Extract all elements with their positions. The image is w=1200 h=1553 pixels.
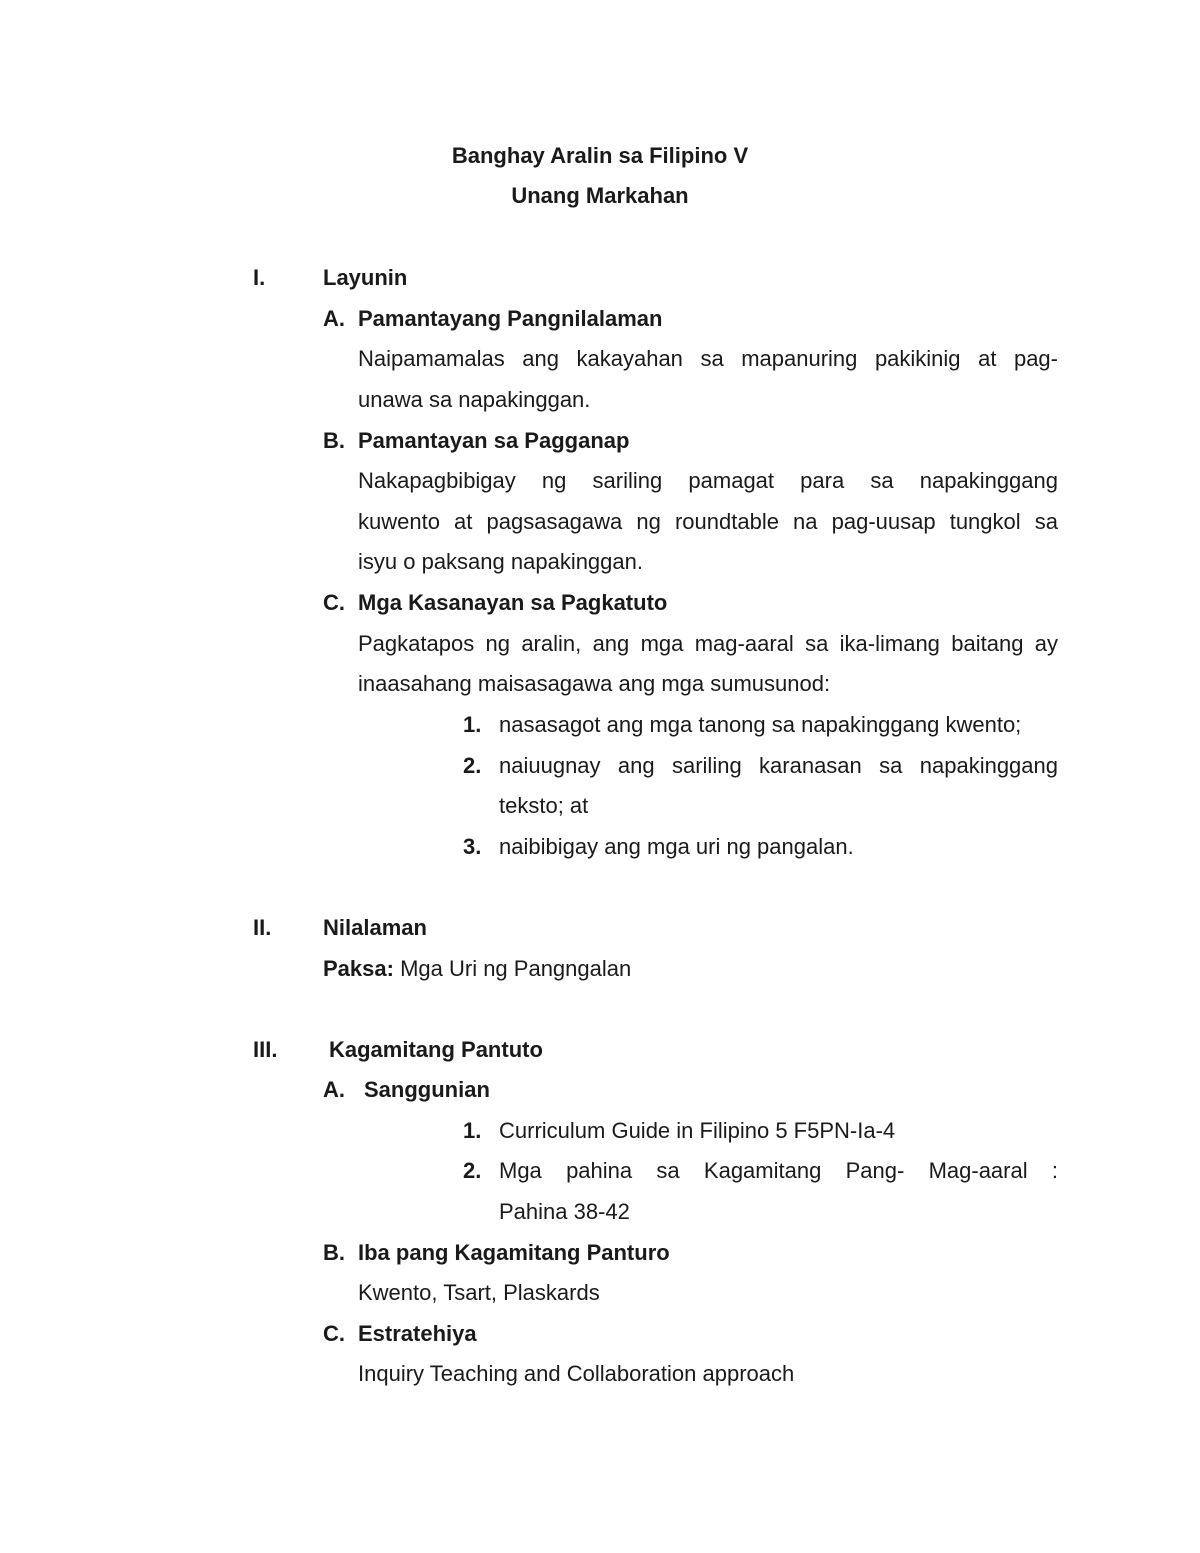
list-item-number: 2.: [463, 1158, 482, 1183]
list-item-text: naibibigay ang mga uri ng pangalan.: [499, 834, 854, 859]
list-item-text: Curriculum Guide in Filipino 5 F5PN-Ia-4: [499, 1118, 896, 1143]
section-1b-text-line-2: kuwento at pagsasagawa ng roundtable na pag-uusap tungkol sa: [358, 511, 1058, 534]
section-1a-title: Pamantayang Pangnilalaman: [358, 306, 663, 331]
section-1c-text-line-2: inaasahang maisasagawa ang mga sumusunod:: [358, 671, 831, 696]
section-3b-title: Iba pang Kagamitang Panturo: [358, 1240, 670, 1265]
section-2-title: Nilalaman: [323, 915, 427, 940]
list-item-text: naiuugnay ang sariling karanasan sa napakinggang: [499, 755, 1058, 778]
list-item-number: 1.: [463, 1118, 482, 1143]
section-3a-title: Sanggunian: [364, 1077, 490, 1102]
paksa-line: [323, 958, 631, 980]
section-1a-text-line-2: unawa sa napakinggan.: [358, 387, 591, 412]
paksa-value: Mga Uri ng Pangngalan: [400, 956, 632, 981]
section-3-number: III.: [253, 1037, 278, 1062]
section-1a-letter: A.: [323, 306, 345, 331]
section-3c-text: Inquiry Teaching and Collaboration approach: [358, 1361, 795, 1386]
list-item-number: 1.: [463, 712, 482, 737]
section-1b-title: Pamantayan sa Pagganap: [358, 428, 630, 453]
section-1b-text-line-3: isyu o paksang napakinggan.: [358, 549, 643, 574]
list-item-number: 3.: [463, 834, 482, 859]
section-3a-letter: A.: [323, 1077, 345, 1102]
section-3b-text: Kwento, Tsart, Plaskards: [358, 1280, 600, 1305]
section-2-number: II.: [253, 915, 272, 940]
paksa-label: Paksa:: [323, 956, 394, 981]
list-item-text-continued: teksto; at: [499, 793, 589, 818]
section-3c-letter: C.: [323, 1321, 345, 1346]
list-item-text: Mga pahina sa Kagamitang Pang- Mag-aaral :: [499, 1160, 1058, 1183]
list-item-text-continued: Pahina 38-42: [499, 1199, 630, 1224]
section-1a-text-line-1: Naipamamalas ang kakayahan sa mapanuring pakikinig at pag-: [358, 348, 1058, 371]
section-1b-letter: B.: [323, 428, 345, 453]
document-title: Banghay Aralin sa Filipino V: [451, 143, 749, 168]
section-1-title: Layunin: [323, 265, 408, 290]
section-1-number: I.: [253, 265, 266, 290]
section-3-title: Kagamitang Pantuto: [329, 1037, 543, 1062]
section-3b-letter: B.: [323, 1240, 345, 1265]
section-1b-text-line-1: Nakapagbibigay ng sariling pamagat para sa napakinggang: [358, 470, 1058, 493]
list-item-number: 2.: [463, 753, 482, 778]
document-subtitle: Unang Markahan: [511, 183, 689, 208]
section-3c-title: Estratehiya: [358, 1321, 477, 1346]
section-1c-text-line-1: Pagkatapos ng aralin, ang mga mag-aaral sa ika-limang baitang ay: [358, 633, 1058, 656]
list-item-text: nasasagot ang mga tanong sa napakinggang kwento;: [499, 712, 1022, 737]
section-1c-title: Mga Kasanayan sa Pagkatuto: [358, 590, 668, 615]
section-1c-letter: C.: [323, 590, 345, 615]
